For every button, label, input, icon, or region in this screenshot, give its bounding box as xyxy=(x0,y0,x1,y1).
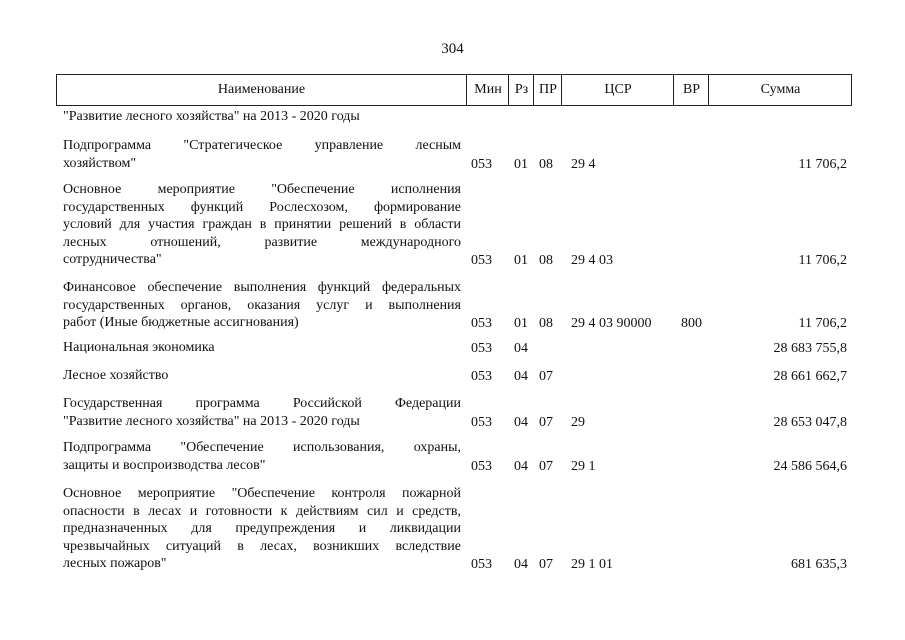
cell-pr: 07 xyxy=(539,557,553,572)
cell-sum: 28 653 047,8 xyxy=(773,414,847,430)
row-name xyxy=(63,395,461,430)
cell-sum: 11 706,2 xyxy=(798,316,847,331)
row-name xyxy=(63,181,461,269)
row-name-line: Национальная экономика xyxy=(63,340,215,355)
row-name-line: государственных функций Рослесхозом, формирование xyxy=(63,199,461,215)
column-header-name: Наименование xyxy=(217,82,306,97)
cell-csr: 29 1 xyxy=(571,458,596,474)
row-name-line: условий для участия граждан в принятии решений в области xyxy=(63,217,461,232)
cell-rz: 04 xyxy=(514,414,528,430)
cell-rz: 04 xyxy=(514,557,528,572)
cell-csr: 29 4 03 90000 xyxy=(571,316,652,331)
cell-sum: 11 706,2 xyxy=(798,253,847,268)
column-header-rz: Рз xyxy=(508,75,534,105)
cell-rz: 04 xyxy=(514,458,528,474)
cell-min: 053 xyxy=(471,414,492,430)
row-name-line: лесных пожаров" xyxy=(63,556,167,571)
table-header xyxy=(56,74,852,106)
cell-csr: 29 4 03 xyxy=(571,253,613,268)
cell-min: 053 xyxy=(471,156,492,172)
cell-min: 053 xyxy=(471,316,492,331)
cell-csr: 29 4 xyxy=(571,156,596,172)
cell-min: 053 xyxy=(471,341,492,356)
cell-min: 053 xyxy=(471,557,492,572)
column-header-csr: ЦСР xyxy=(561,75,674,105)
cell-pr: 08 xyxy=(539,316,553,331)
row-name xyxy=(63,339,461,357)
cell-rz: 04 xyxy=(514,369,528,384)
row-name-line: Подпрограмма "Обеспечение использования, охраны, xyxy=(63,440,461,455)
column-header-vr: ВР xyxy=(673,75,709,105)
row-name-line: Основное мероприятие "Обеспечение контроля пожарной xyxy=(63,486,461,501)
row-name-line: Основное мероприятие "Обеспечение исполнения xyxy=(63,182,461,197)
row-name-line: защиты и воспроизводства лесов" xyxy=(63,457,266,473)
row-name-line: работ (Иные бюджетные ассигнования) xyxy=(63,315,299,330)
row-name-line: чрезвычайных ситуаций в лесах, возникших вследствие xyxy=(63,538,461,554)
column-header-min: Мин xyxy=(466,75,509,105)
cell-rz: 01 xyxy=(514,316,528,331)
row-name-line: опасности в лесах и готовности к действиям сил и средств, xyxy=(63,503,461,519)
cell-csr: 29 xyxy=(571,414,585,430)
row-name xyxy=(63,279,461,332)
row-name-line: хозяйством" xyxy=(63,155,137,171)
cell-sum: 24 586 564,6 xyxy=(773,458,847,474)
row-name xyxy=(63,137,461,172)
cell-csr: 29 1 01 xyxy=(571,557,613,572)
cell-pr: 07 xyxy=(539,414,553,430)
cell-sum: 28 683 755,8 xyxy=(773,341,847,356)
cell-pr: 07 xyxy=(539,369,553,384)
cell-sum: 28 661 662,7 xyxy=(773,369,847,384)
row-name-line: "Развитие лесного хозяйства" на 2013 - 2020 годы xyxy=(63,413,360,429)
row-name-line: лесных отношений, развитие международного xyxy=(63,234,461,250)
cell-pr: 07 xyxy=(539,458,553,474)
column-header-pr: ПР xyxy=(533,75,562,105)
cell-sum: 681 635,3 xyxy=(791,557,847,572)
cell-pr: 08 xyxy=(539,156,553,172)
cell-rz: 04 xyxy=(514,341,528,356)
row-name xyxy=(63,439,461,474)
cell-rz: 01 xyxy=(514,156,528,172)
cell-sum: 11 706,2 xyxy=(798,156,847,172)
cell-rz: 01 xyxy=(514,253,528,268)
column-header-sum: Сумма xyxy=(708,75,852,105)
cell-pr: 08 xyxy=(539,253,553,268)
row-name-line: Финансовое обеспечение выполнения функций федеральных xyxy=(63,280,461,295)
row-name-line: предназначенных для предупреждения и ликвидации xyxy=(63,521,461,536)
page-number: 304 xyxy=(441,41,464,57)
row-name-line: сотрудничества" xyxy=(63,252,162,267)
row-name xyxy=(63,485,461,573)
cell-vr: 800 xyxy=(681,316,702,331)
cell-min: 053 xyxy=(471,253,492,268)
row-name-line: Государственная программа Российской Федерации xyxy=(63,396,461,411)
carryover-line: "Развитие лесного хозяйства" на 2013 - 2020 годы xyxy=(63,109,360,124)
row-name-line: Лесное хозяйство xyxy=(63,368,169,383)
row-name-line: Подпрограмма "Стратегическое управление лесным xyxy=(63,138,461,153)
row-name-line: государственных органов, оказания услуг и выполнения xyxy=(63,297,461,313)
cell-min: 053 xyxy=(471,369,492,384)
row-name xyxy=(63,367,461,385)
cell-min: 053 xyxy=(471,458,492,474)
